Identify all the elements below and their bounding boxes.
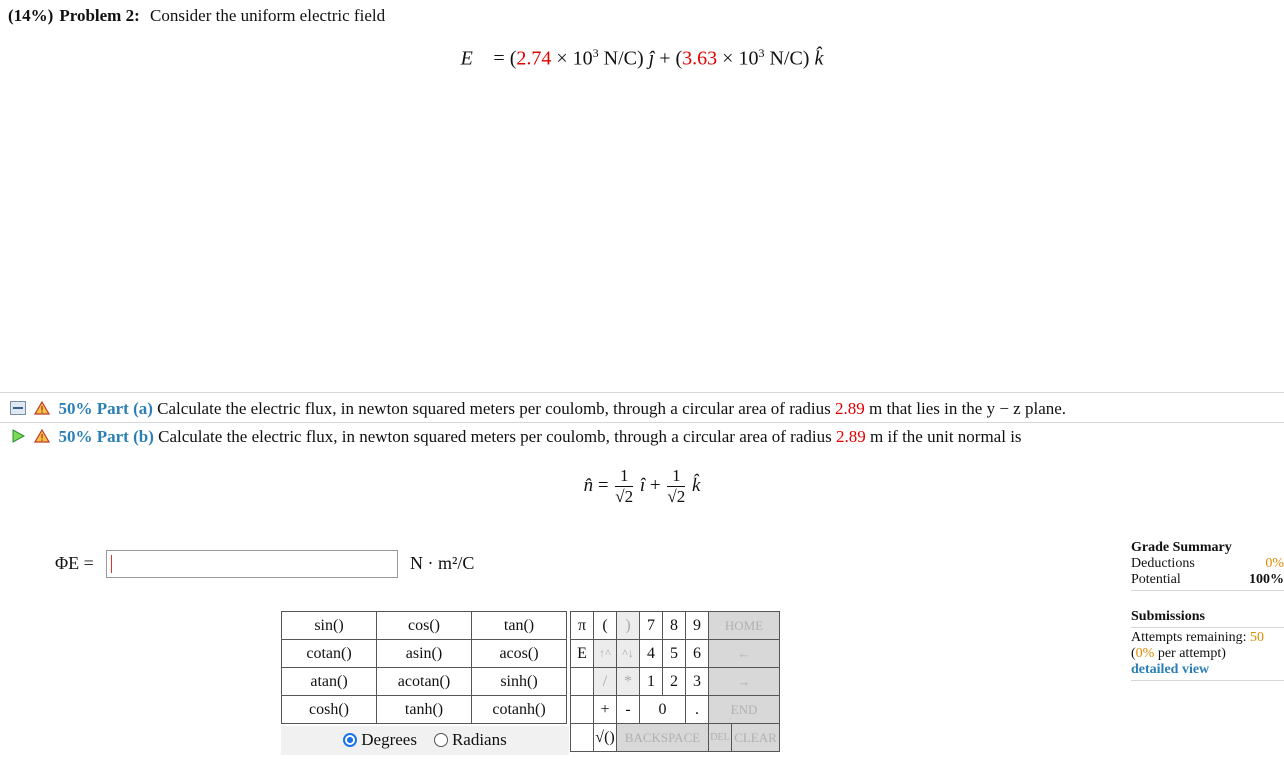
six-button[interactable]: 6 — [686, 640, 709, 668]
grade-summary-title: Grade Summary — [1131, 540, 1232, 555]
normal-equation: n̂ = $\frac{1}{√2}$ î + $\frac{1}{√2}$ k̂ — [583, 466, 701, 506]
fraction: $\frac{1}{√2}$ — [615, 466, 634, 506]
part-b-weight[interactable]: 50% Part (b) — [58, 427, 154, 446]
keypad — [570, 611, 780, 752]
zero-button[interactable]: 0 — [640, 696, 686, 724]
fraction: $\frac{1}{√2}$ — [667, 466, 686, 506]
problem-title: Problem 2: — [59, 6, 140, 25]
field-k-coefficient: 3.63 — [682, 47, 718, 70]
field-j-coefficient: 2.74 — [516, 47, 552, 70]
radians-radio[interactable] — [434, 733, 448, 747]
part-a-radius: 2.89 — [835, 399, 865, 418]
problem-header — [8, 6, 385, 26]
divider — [1131, 680, 1284, 681]
blank-key — [571, 696, 594, 724]
divider — [0, 422, 1284, 423]
four-button[interactable]: 4 — [640, 640, 663, 668]
right-arrow-button[interactable]: → — [709, 668, 780, 696]
divider — [1131, 590, 1284, 591]
cotan-button[interactable]: cotan() — [282, 640, 377, 668]
acotan-button[interactable]: acotan() — [377, 668, 472, 696]
answer-input[interactable] — [106, 550, 398, 578]
field-equation: $E = (2.74 \times 10^3$ N/C) ĵ + ($3.63 \times 10^3$ N/C) k̂ — [460, 46, 824, 70]
problem-intro: Consider the uniform electric field — [150, 6, 386, 25]
multiply-button[interactable]: * — [617, 668, 640, 696]
e-vector: E — [460, 47, 489, 70]
e-button[interactable]: E — [571, 640, 594, 668]
cosh-button[interactable]: cosh() — [282, 696, 377, 724]
detailed-view-link[interactable]: detailed view — [1131, 662, 1210, 677]
divide-button[interactable]: / — [594, 668, 617, 696]
close-paren-button[interactable]: ) — [617, 612, 640, 640]
down-caret-button[interactable]: ^↓ — [617, 640, 640, 668]
function-pad — [281, 611, 567, 724]
end-button[interactable]: END — [709, 696, 780, 724]
cotanh-button[interactable]: cotanh() — [472, 696, 567, 724]
sinh-button[interactable]: sinh() — [472, 668, 567, 696]
tanh-button[interactable]: tanh() — [377, 696, 472, 724]
part-b-radius: 2.89 — [835, 427, 866, 446]
one-button[interactable]: 1 — [640, 668, 663, 696]
two-button[interactable]: 2 — [663, 668, 686, 696]
asin-button[interactable]: asin() — [377, 640, 472, 668]
text-cursor — [111, 555, 112, 573]
minus-button[interactable]: - — [617, 696, 640, 724]
eight-button[interactable]: 8 — [663, 612, 686, 640]
acos-button[interactable]: acos() — [472, 640, 567, 668]
warning-icon — [34, 400, 50, 420]
backspace-button[interactable]: BACKSPACE — [617, 724, 709, 752]
tan-button[interactable]: tan() — [472, 612, 567, 640]
angle-mode: Degrees Radians — [281, 726, 569, 755]
blank-key — [571, 668, 594, 696]
clear-button[interactable]: CLEAR — [732, 724, 780, 752]
grade-summary: Grade Summary Deductions 0% Potential 100% Submissions Attempts remaining: 50 (0% per attempt) detailed view — [1131, 540, 1284, 683]
answer-label: ΦE = — [55, 553, 94, 573]
five-button[interactable]: 5 — [663, 640, 686, 668]
part-a-weight[interactable]: 50% Part (a) — [58, 399, 153, 418]
attempts-remaining: 50 — [1249, 630, 1264, 645]
up-caret-button[interactable]: ↑^ — [594, 640, 617, 668]
three-button[interactable]: 3 — [686, 668, 709, 696]
seven-button[interactable]: 7 — [640, 612, 663, 640]
part-a-row[interactable]: 50% Part (a) Calculate the electric flux, in newton squared meters per coulomb, through a circular area of radius 2.89 m that lies in the y − z plane. — [10, 399, 1066, 420]
per-attempt-deduction: 0% — [1135, 646, 1155, 661]
home-button[interactable]: HOME — [709, 612, 780, 640]
divider — [1131, 627, 1284, 628]
collapse-icon[interactable] — [10, 400, 26, 420]
nine-button[interactable]: 9 — [686, 612, 709, 640]
divider — [0, 392, 1284, 393]
answer-units: N · m²/C — [410, 553, 475, 573]
degrees-radio[interactable] — [343, 733, 357, 747]
pi-button[interactable]: π — [571, 612, 594, 640]
plus-button[interactable]: + — [594, 696, 617, 724]
potential-value: 100% — [1249, 572, 1284, 587]
blank-key — [571, 724, 594, 752]
cos-button[interactable]: cos() — [377, 612, 472, 640]
play-icon[interactable] — [10, 428, 26, 448]
decimal-button[interactable]: . — [686, 696, 709, 724]
part-b-row[interactable]: 50% Part (b) Calculate the electric flux, in newton squared meters per coulomb, through a circular area of radius 2.89 m if the unit normal is — [10, 427, 1022, 448]
warning-icon — [34, 428, 50, 448]
submissions-title: Submissions — [1131, 609, 1205, 624]
problem-weight: (14%) — [8, 6, 54, 25]
open-paren-button[interactable]: ( — [594, 612, 617, 640]
sin-button[interactable]: sin() — [282, 612, 377, 640]
sqrt-button[interactable]: √() — [594, 724, 617, 752]
delete-button[interactable]: DEL — [709, 724, 732, 752]
atan-button[interactable]: atan() — [282, 668, 377, 696]
left-arrow-button[interactable]: ← — [709, 640, 780, 668]
deductions-value: 0% — [1265, 556, 1284, 571]
